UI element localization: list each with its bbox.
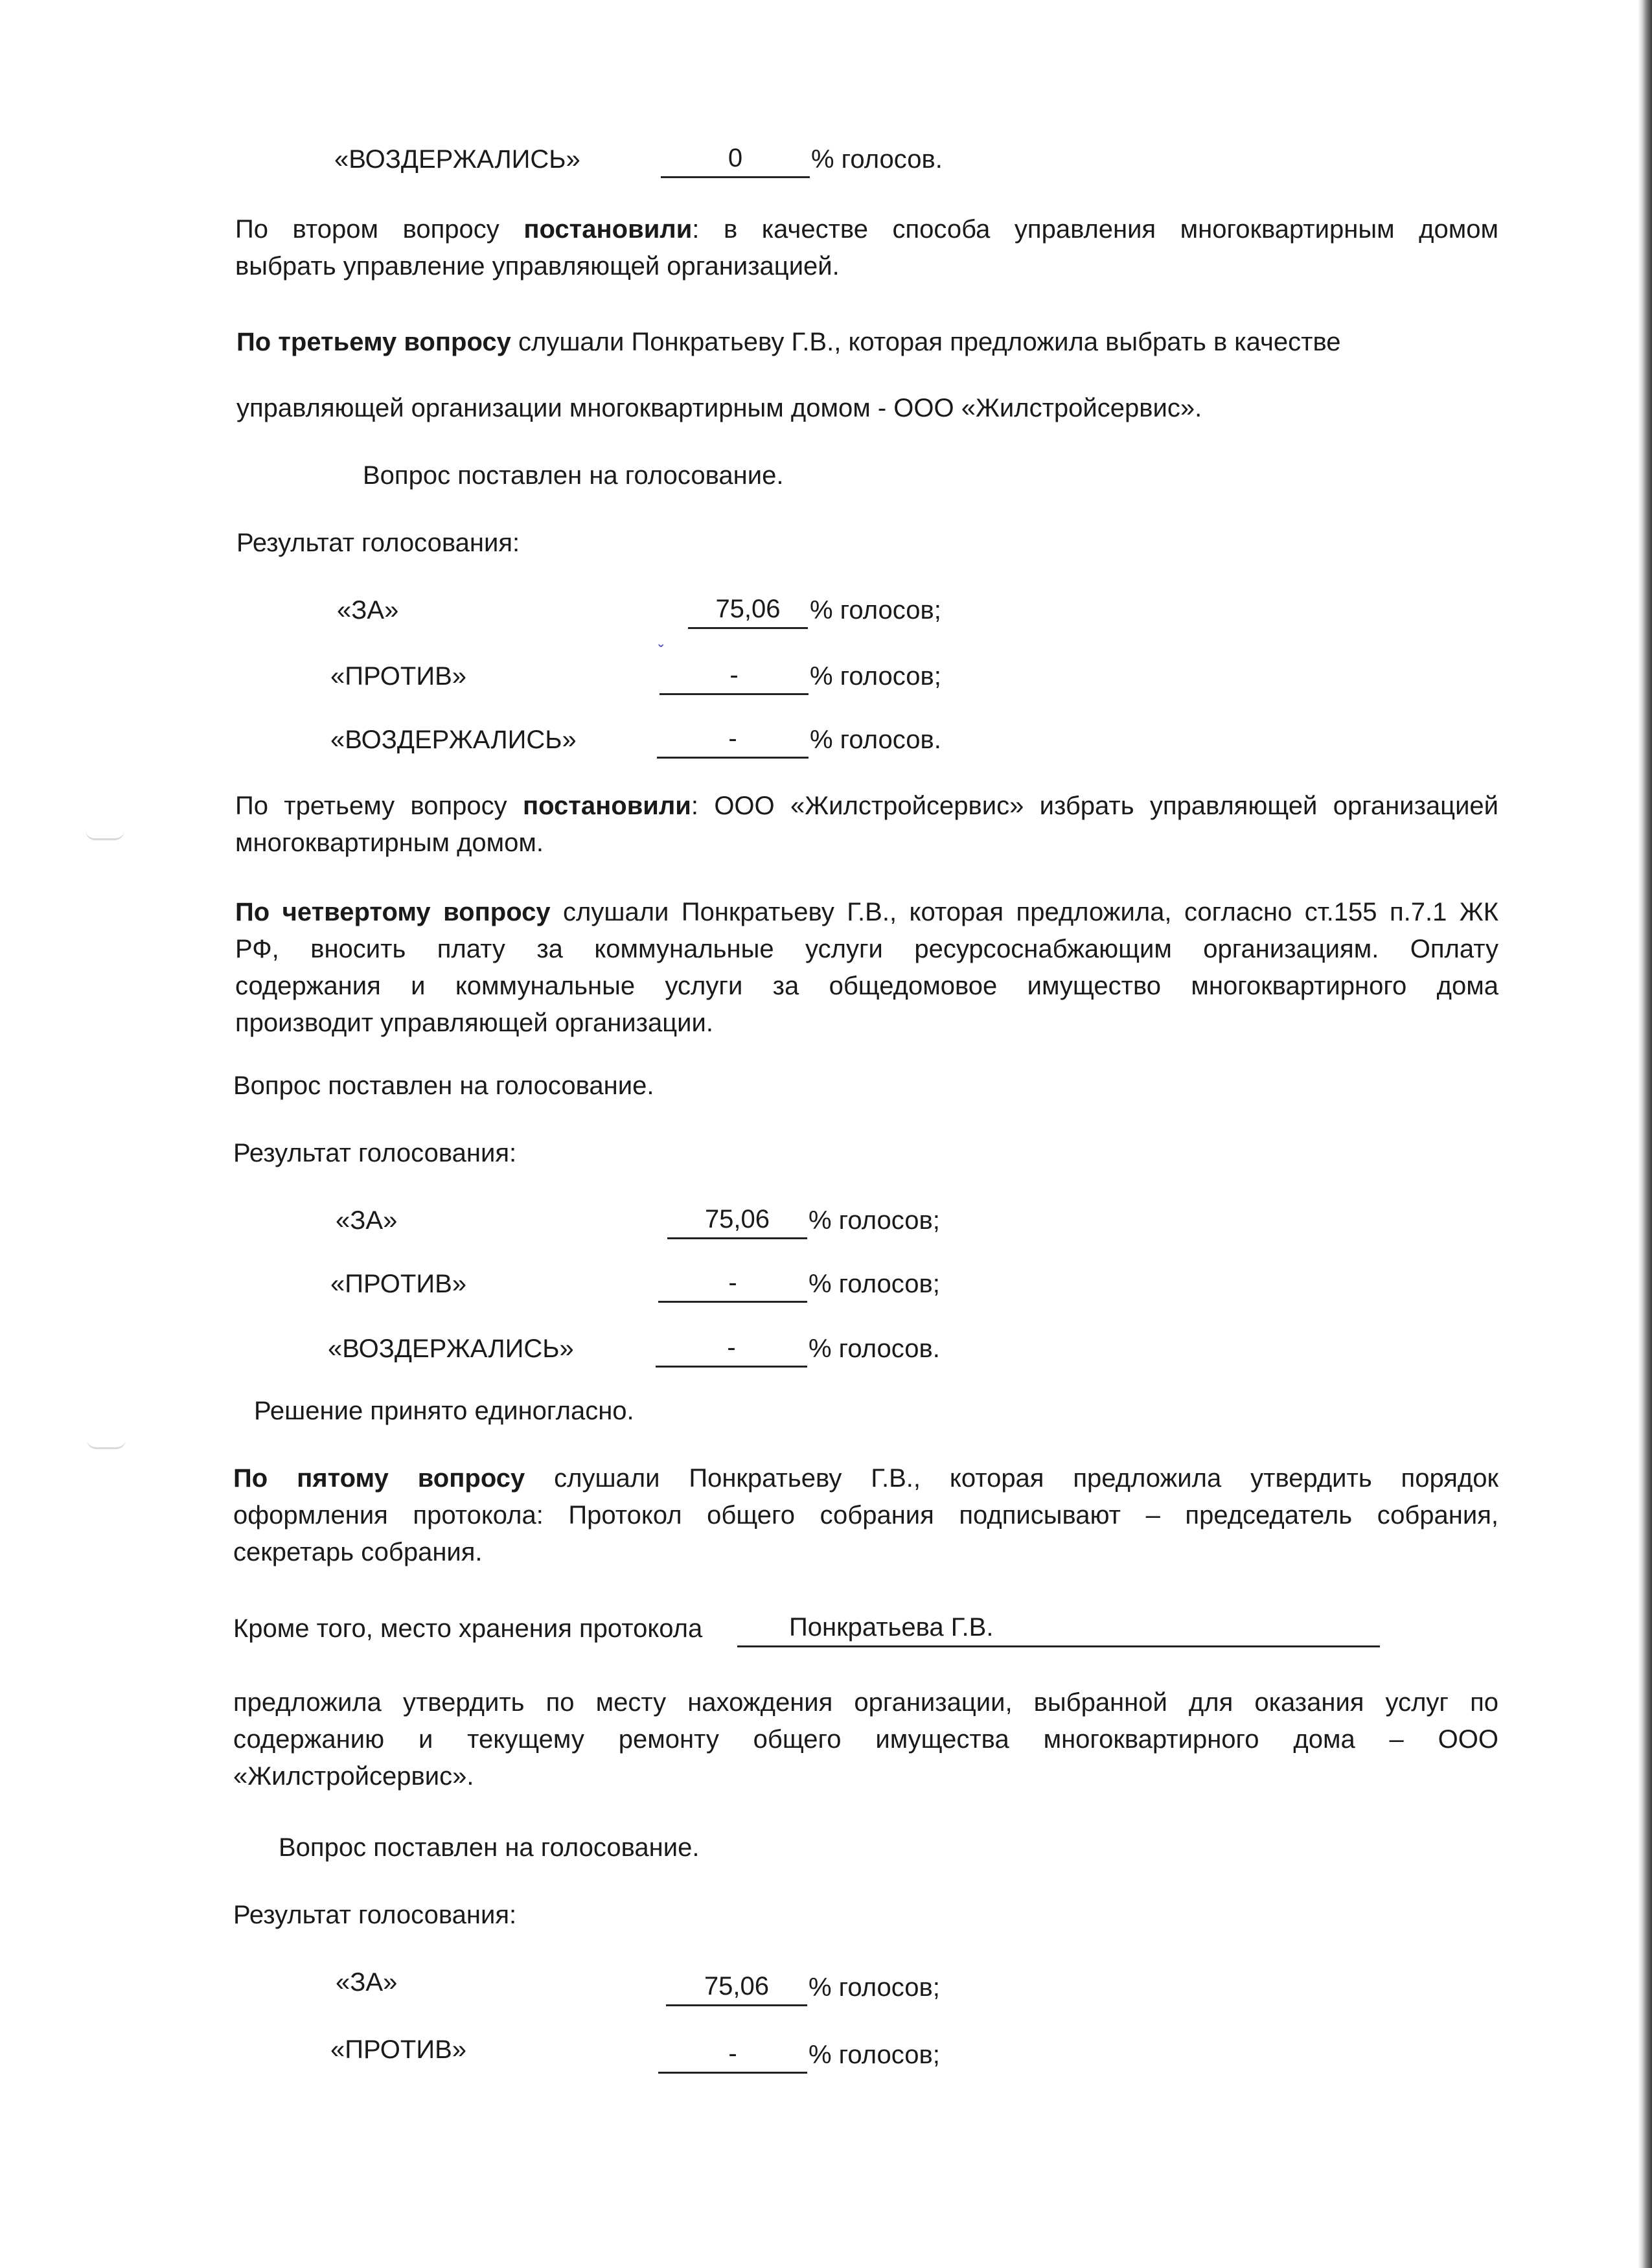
q5-proposal-line3: «Жилстройсервис». — [233, 1762, 474, 1791]
q4-unanimous: Решение принято единогласно. — [254, 1397, 634, 1425]
q5-proposal-line1: предложила утвердить по месту нахождения организации, выбранной для оказания услуг по — [233, 1688, 1498, 1717]
q4-heard-line3: содержания и коммунальные услуги за общедомовое имущество многоквартирного дома — [235, 972, 1498, 1000]
q4-heard-keyword: По четвертому вопросу — [235, 898, 551, 926]
q5-proposal-line2: содержанию и текущему ремонту общего имущества многоквартирного дома – ООО — [233, 1725, 1498, 1754]
q5-storage-prefix: Кроме того, место хранения протокола — [233, 1614, 703, 1643]
q4-put-to-vote: Вопрос поставлен на голосование. — [233, 1071, 654, 1100]
pen-mark: ˇ — [658, 641, 664, 661]
q3-decision-keyword: постановили — [522, 792, 691, 820]
q2-decision-keyword: постановили — [523, 215, 693, 244]
q4-heard-line1: слушали Понкратьеву Г.В., которая предложила, согласно ст.155 п.7.1 ЖК — [550, 898, 1499, 926]
q5-for-value: 75,06 — [666, 1969, 807, 2006]
q5-for-suffix: % голосов; — [809, 1973, 940, 2002]
q5-heard-line3: секретарь собрания. — [233, 1538, 483, 1566]
scan-smudge — [87, 1439, 126, 1449]
q3-decision-intro: По третьему вопросу — [235, 792, 523, 820]
q4-for-value: 75,06 — [667, 1202, 807, 1239]
q3-heard-line2: управляющей организации многоквартирным домом - ООО «Жилстройсервис». — [236, 394, 1202, 422]
q5-against-value: - — [658, 2037, 807, 2074]
q4-abstain-value: - — [656, 1331, 807, 1368]
q3-decision-paragraph — [235, 788, 1498, 862]
q5-for-label: «ЗА» — [336, 1968, 398, 1997]
q4-against-suffix: % голосов; — [809, 1270, 940, 1298]
q3-result-label: Результат голосования: — [236, 529, 520, 557]
q5-proposal-paragraph — [233, 1684, 1498, 1795]
q2-decision-text: : в качестве способа управления многоквартирным домом — [692, 215, 1498, 244]
q4-heard-line2: РФ, вносить плату за коммунальные услуги ресурсоснабжающим организациям. Оплату — [235, 935, 1498, 963]
q3-abstain-suffix: % голосов. — [810, 726, 941, 754]
q4-for-label: «ЗА» — [336, 1206, 398, 1235]
q5-against-label: «ПРОТИВ» — [330, 2035, 467, 2064]
q5-storage-value: Понкратьева Г.В. — [737, 1610, 1380, 1647]
q3-for-suffix: % голосов; — [810, 596, 941, 624]
q3-decision-line2: многоквартирным домом. — [235, 829, 544, 857]
q3-heard-line1 — [236, 324, 1341, 361]
q3-heard-text: слушали Понкратьеву Г.В., которая предложила выбрать в качестве — [511, 328, 1341, 356]
scan-smudge — [86, 830, 124, 840]
q3-decision-text: : ООО «Жилстройсервис» избрать управляющей организацией — [691, 792, 1499, 820]
q3-abstain-value: - — [657, 722, 809, 759]
q5-heard-line2: оформления протокола: Протокол общего собрания подписывают – председатель собрания, — [233, 1501, 1498, 1529]
scan-edge-shadow — [1638, 0, 1652, 2268]
q3-against-value: - — [660, 658, 809, 695]
q2-decision-intro: По втором вопросу — [235, 215, 524, 244]
abstain-suffix: % голосов. — [811, 145, 943, 174]
q2-decision-line2: выбрать управление управляющей организацией. — [235, 252, 840, 281]
q3-heard-keyword: По третьему вопросу — [236, 328, 511, 356]
q3-against-suffix: % голосов; — [810, 662, 941, 691]
q3-against-label: «ПРОТИВ» — [330, 662, 467, 691]
q5-heard-line1: слушали Понкратьеву Г.В., которая предложила утвердить порядок — [525, 1464, 1498, 1493]
q5-result-label: Результат голосования: — [233, 1901, 517, 1929]
q3-for-label: «ЗА» — [337, 596, 399, 624]
q3-for-value: 75,06 — [688, 592, 808, 629]
q5-heard-paragraph — [233, 1460, 1498, 1571]
q4-heard-line4: производит управляющей организации. — [235, 1009, 713, 1037]
q3-put-to-vote: Вопрос поставлен на голосование. — [363, 461, 784, 490]
q4-heard-paragraph — [235, 894, 1498, 1042]
q4-against-label: «ПРОТИВ» — [330, 1270, 467, 1298]
abstain-label: «ВОЗДЕРЖАЛИСЬ» — [334, 145, 580, 174]
q5-against-suffix: % голосов; — [809, 2041, 940, 2069]
q4-abstain-label: «ВОЗДЕРЖАЛИСЬ» — [328, 1334, 574, 1363]
q4-for-suffix: % голосов; — [809, 1206, 940, 1235]
q5-heard-keyword: По пятому вопросу — [233, 1464, 525, 1493]
abstain-value: 0 — [661, 141, 810, 178]
q3-abstain-label: «ВОЗДЕРЖАЛИСЬ» — [330, 726, 577, 754]
q5-put-to-vote: Вопрос поставлен на голосование. — [279, 1833, 700, 1862]
q2-decision-paragraph — [235, 211, 1498, 285]
q4-against-value: - — [658, 1266, 807, 1303]
q4-abstain-suffix: % голосов. — [809, 1334, 940, 1363]
q4-result-label: Результат голосования: — [233, 1139, 517, 1167]
